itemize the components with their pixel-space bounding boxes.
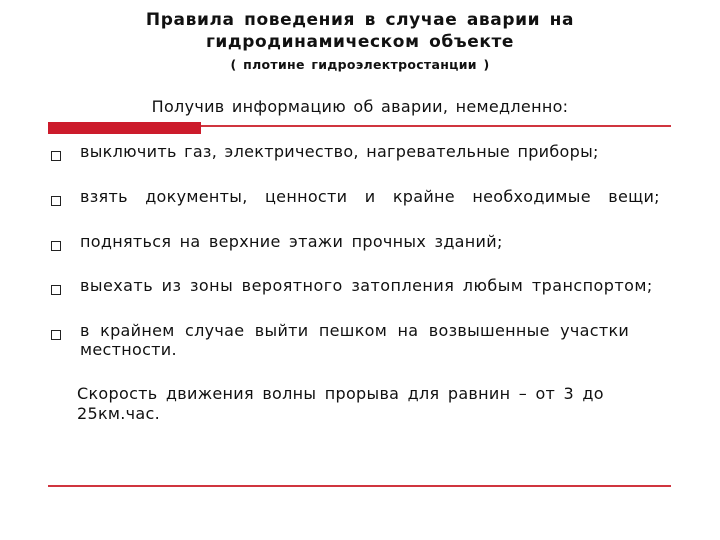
top-divider-line — [201, 125, 671, 127]
speed-note-line-2: 25км.час. — [77, 404, 161, 423]
slide-title — [0, 9, 720, 53]
bottom-divider — [48, 485, 671, 487]
hollow-square-bullet-icon — [51, 241, 61, 251]
intro-text: Получив информацию об аварии, немедленно: — [151, 97, 569, 116]
hollow-square-bullet-icon — [51, 151, 61, 161]
list-item-text: подняться на верхние этажи прочных зданий; — [80, 232, 503, 251]
list-item-text: выключить газ, электричество, нагревательные приборы; — [80, 142, 599, 161]
list-item-text — [80, 321, 670, 359]
slide-subtitle: ( плотине гидроэлектростанции ) — [230, 57, 490, 72]
hollow-square-bullet-icon — [51, 285, 61, 295]
list-item-text-line-2: местности. — [80, 340, 177, 359]
speed-note-line-1: Скорость движения волны прорыва для равнин – от 3 до — [77, 384, 604, 403]
slide-title-line-2: гидродинамическом объекте — [205, 32, 515, 52]
top-divider-accent-bar — [48, 122, 201, 134]
hollow-square-bullet-icon — [51, 330, 61, 340]
hollow-square-bullet-icon — [51, 196, 61, 206]
speed-note — [77, 384, 677, 424]
list-item-text: взять документы, ценности и крайне необходимые вещи; — [80, 187, 660, 206]
slide-title-line-1: Правила поведения в случае аварии на — [145, 10, 575, 30]
list-item-text-line-1: в крайнем случае выйти пешком на возвышенные участки — [80, 321, 630, 340]
top-divider — [48, 122, 671, 134]
list-item-text: выехать из зоны вероятного затопления любым транспортом; — [80, 276, 653, 295]
